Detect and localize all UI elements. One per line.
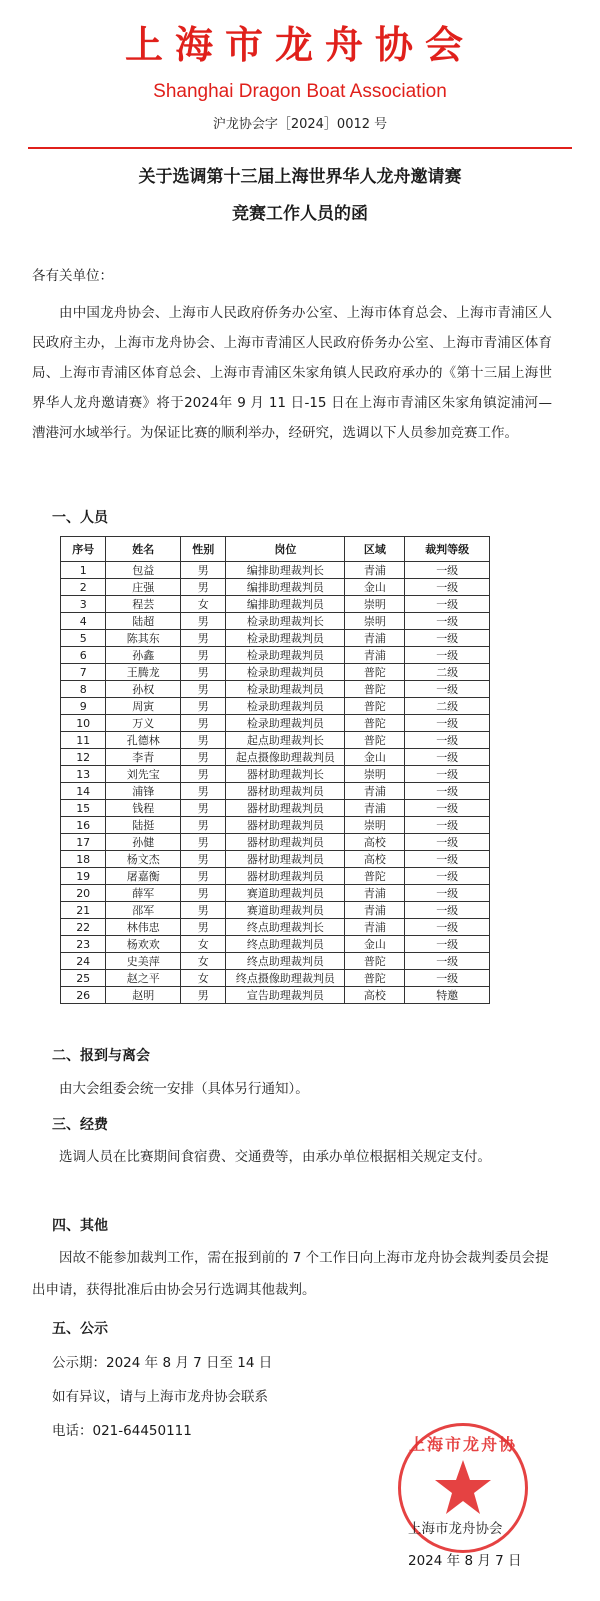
registration-text: 由大会组委会统一安排（具体另行通知）。 — [59, 1081, 309, 1097]
table-cell: 11 — [61, 732, 106, 749]
table-cell: 赛道助理裁判员 — [226, 902, 345, 919]
section-expenses-heading: 三、经费 — [52, 1117, 108, 1133]
table-cell: 男 — [181, 732, 226, 749]
table-cell: 金山 — [345, 579, 405, 596]
table-cell: 男 — [181, 783, 226, 800]
document-title-line1: 关于选调第十三届上海世界华人龙舟邀请赛 — [138, 167, 462, 187]
intro-paragraph: 由中国龙舟协会、上海市人民政府侨务办公室、上海市体育总会、上海市青浦区人民政府主办，上海市龙舟协会、上海市青浦区人民政府侨务办公室、上海市青浦区体育局、上海市青浦区体育总会、上海市青浦区朱家角镇人民政府承办的《第十三届上海世界华人龙舟邀请赛》将于2024年 9 月 11 日-15 日在上海市青浦区朱家角镇淀浦河—漕港河水域举行。为保证比赛的顺利举办，经研究，选调以下人员参加竞赛工作。 — [32, 305, 552, 441]
table-cell: 男 — [181, 647, 226, 664]
table-cell: 崇明 — [345, 613, 405, 630]
table-cell: 崇明 — [345, 817, 405, 834]
table-cell: 17 — [61, 834, 106, 851]
table-cell: 一级 — [405, 562, 490, 579]
table-cell: 青浦 — [345, 800, 405, 817]
table-row — [61, 715, 490, 732]
table-cell: 19 — [61, 868, 106, 885]
table-cell: 26 — [61, 987, 106, 1004]
table-cell: 一级 — [405, 800, 490, 817]
table-row — [61, 579, 490, 596]
table-cell: 一级 — [405, 953, 490, 970]
table-cell: 一级 — [405, 715, 490, 732]
table-cell: 陈其东 — [106, 630, 181, 647]
table-row — [61, 749, 490, 766]
section-other-heading: 四、其他 — [52, 1218, 108, 1234]
table-row — [61, 868, 490, 885]
table-row — [61, 902, 490, 919]
table-cell: 一级 — [405, 613, 490, 630]
table-cell: 一级 — [405, 766, 490, 783]
table-row — [61, 953, 490, 970]
table-row — [61, 851, 490, 868]
table-row — [61, 800, 490, 817]
notice-contact: 如有异议，请与上海市龙舟协会联系 — [52, 1389, 268, 1405]
table-cell: 女 — [181, 953, 226, 970]
table-cell: 8 — [61, 681, 106, 698]
table-cell: 检录助理裁判员 — [226, 681, 345, 698]
org-name-chinese: 上海市龙舟协会 — [124, 22, 475, 67]
document-number: 沪龙协会字［2024］0012 号 — [212, 117, 388, 132]
table-cell: 10 — [61, 715, 106, 732]
table-cell: 一级 — [405, 732, 490, 749]
header-divider — [28, 147, 572, 149]
table-cell: 一级 — [405, 868, 490, 885]
table-row — [61, 936, 490, 953]
table-row — [61, 970, 490, 987]
table-cell: 器材助理裁判员 — [226, 800, 345, 817]
table-cell: 青浦 — [345, 562, 405, 579]
table-cell: 孙权 — [106, 681, 181, 698]
table-row — [61, 987, 490, 1004]
table-cell: 一级 — [405, 970, 490, 987]
table-cell: 屠嘉衡 — [106, 868, 181, 885]
table-cell: 一级 — [405, 681, 490, 698]
table-cell: 终点助理裁判员 — [226, 936, 345, 953]
table-cell: 22 — [61, 919, 106, 936]
table-cell: 3 — [61, 596, 106, 613]
table-cell: 男 — [181, 902, 226, 919]
table-cell: 男 — [181, 817, 226, 834]
table-cell: 男 — [181, 613, 226, 630]
table-header-row — [61, 537, 490, 562]
table-row — [61, 732, 490, 749]
table-cell: 金山 — [345, 749, 405, 766]
table-cell: 男 — [181, 868, 226, 885]
table-row — [61, 834, 490, 851]
expenses-text: 选调人员在比赛期间食宿费、交通费等，由承办单位根据相关规定支付。 — [59, 1149, 491, 1165]
table-cell: 男 — [181, 579, 226, 596]
table-cell: 起点摄像助理裁判员 — [226, 749, 345, 766]
table-cell: 男 — [181, 630, 226, 647]
document-title-line2: 竞赛工作人员的函 — [232, 204, 368, 224]
table-row — [61, 885, 490, 902]
table-row — [61, 919, 490, 936]
table-cell: 一级 — [405, 783, 490, 800]
table-cell: 孙鑫 — [106, 647, 181, 664]
table-cell: 普陀 — [345, 970, 405, 987]
salutation: 各有关单位： — [32, 268, 113, 284]
table-cell: 男 — [181, 919, 226, 936]
table-cell: 一级 — [405, 596, 490, 613]
table-row — [61, 613, 490, 630]
table-cell: 二级 — [405, 698, 490, 715]
table-cell: 13 — [61, 766, 106, 783]
table-cell: 女 — [181, 936, 226, 953]
table-cell: 24 — [61, 953, 106, 970]
column-header: 性别 — [181, 537, 226, 562]
section-notice-heading: 五、公示 — [52, 1321, 108, 1337]
table-cell: 二级 — [405, 664, 490, 681]
notice-period: 公示期：2024 年 8 月 7 日至 14 日 — [52, 1355, 273, 1371]
table-row — [61, 681, 490, 698]
table-row — [61, 766, 490, 783]
table-cell: 12 — [61, 749, 106, 766]
table-cell: 器材助理裁判员 — [226, 817, 345, 834]
table-cell: 一级 — [405, 919, 490, 936]
table-cell: 一级 — [405, 885, 490, 902]
table-cell: 万义 — [106, 715, 181, 732]
signature-date: 2024 年 8 月 7 日 — [408, 1553, 522, 1569]
personnel-table — [60, 536, 490, 1004]
table-cell: 编排助理裁判员 — [226, 596, 345, 613]
table-cell: 15 — [61, 800, 106, 817]
table-cell: 普陀 — [345, 664, 405, 681]
table-cell: 宣告助理裁判员 — [226, 987, 345, 1004]
table-cell: 青浦 — [345, 647, 405, 664]
table-cell: 18 — [61, 851, 106, 868]
table-cell: 1 — [61, 562, 106, 579]
table-row — [61, 630, 490, 647]
table-cell: 男 — [181, 987, 226, 1004]
star-icon — [433, 1458, 493, 1518]
table-cell: 男 — [181, 749, 226, 766]
table-row — [61, 562, 490, 579]
table-cell: 包益 — [106, 562, 181, 579]
table-cell: 陆挺 — [106, 817, 181, 834]
table-cell: 普陀 — [345, 681, 405, 698]
table-cell: 6 — [61, 647, 106, 664]
table-cell: 男 — [181, 834, 226, 851]
table-cell: 检录助理裁判长 — [226, 613, 345, 630]
table-cell: 9 — [61, 698, 106, 715]
table-cell: 一级 — [405, 579, 490, 596]
table-cell: 男 — [181, 715, 226, 732]
table-cell: 女 — [181, 596, 226, 613]
table-cell: 编排助理裁判员 — [226, 579, 345, 596]
section-registration-heading: 二、报到与离会 — [52, 1048, 150, 1064]
table-cell: 一级 — [405, 630, 490, 647]
table-cell: 普陀 — [345, 732, 405, 749]
table-cell: 陆超 — [106, 613, 181, 630]
table-cell: 王腾龙 — [106, 664, 181, 681]
table-cell: 周寅 — [106, 698, 181, 715]
table-cell: 器材助理裁判长 — [226, 766, 345, 783]
table-cell: 青浦 — [345, 630, 405, 647]
table-cell: 4 — [61, 613, 106, 630]
table-row — [61, 664, 490, 681]
table-cell: 检录助理裁判员 — [226, 698, 345, 715]
table-cell: 男 — [181, 766, 226, 783]
other-text: 因故不能参加裁判工作，需在报到前的 7 个工作日向上海市龙舟协会裁判委员会提出申请，获得批准后由协会另行选调其他裁判。 — [32, 1250, 549, 1298]
table-cell: 刘先宝 — [106, 766, 181, 783]
table-cell: 一级 — [405, 936, 490, 953]
table-body — [61, 562, 490, 1004]
table-cell: 检录助理裁判员 — [226, 630, 345, 647]
column-header: 序号 — [61, 537, 106, 562]
table-cell: 青浦 — [345, 783, 405, 800]
table-row — [61, 698, 490, 715]
table-cell: 终点助理裁判长 — [226, 919, 345, 936]
table-cell: 青浦 — [345, 902, 405, 919]
signature-org: 上海市龙舟协会 — [408, 1521, 503, 1537]
table-cell: 青浦 — [345, 885, 405, 902]
table-cell: 检录助理裁判员 — [226, 647, 345, 664]
table-cell: 2 — [61, 579, 106, 596]
table-cell: 一级 — [405, 851, 490, 868]
table-cell: 赵明 — [106, 987, 181, 1004]
table-cell: 5 — [61, 630, 106, 647]
table-cell: 林伟忠 — [106, 919, 181, 936]
column-header: 区域 — [345, 537, 405, 562]
table-cell: 孙健 — [106, 834, 181, 851]
table-cell: 孔德林 — [106, 732, 181, 749]
table-cell: 钱程 — [106, 800, 181, 817]
table-cell: 一级 — [405, 902, 490, 919]
column-header: 岗位 — [226, 537, 345, 562]
table-cell: 金山 — [345, 936, 405, 953]
column-header: 裁判等级 — [405, 537, 490, 562]
table-cell: 男 — [181, 681, 226, 698]
table-cell: 一级 — [405, 834, 490, 851]
column-header: 姓名 — [106, 537, 181, 562]
table-cell: 男 — [181, 698, 226, 715]
table-row — [61, 647, 490, 664]
table-cell: 青浦 — [345, 919, 405, 936]
table-cell: 器材助理裁判员 — [226, 834, 345, 851]
org-name-english: Shanghai Dragon Boat Association — [153, 81, 447, 102]
table-cell: 史美萍 — [106, 953, 181, 970]
table-cell: 程芸 — [106, 596, 181, 613]
table-cell: 14 — [61, 783, 106, 800]
table-cell: 23 — [61, 936, 106, 953]
seal-text: 上海市龙舟协 — [408, 1435, 517, 1454]
table-row — [61, 596, 490, 613]
table-cell: 浦锋 — [106, 783, 181, 800]
table-cell: 邵军 — [106, 902, 181, 919]
table-cell: 起点助理裁判长 — [226, 732, 345, 749]
table-cell: 20 — [61, 885, 106, 902]
table-cell: 男 — [181, 664, 226, 681]
table-cell: 16 — [61, 817, 106, 834]
table-cell: 一级 — [405, 817, 490, 834]
table-cell: 一级 — [405, 749, 490, 766]
notice-phone: 电话：021-64450111 — [52, 1423, 192, 1439]
table-cell: 检录助理裁判员 — [226, 664, 345, 681]
table-cell: 崇明 — [345, 596, 405, 613]
table-cell: 男 — [181, 851, 226, 868]
table-cell: 男 — [181, 562, 226, 579]
section-personnel-heading: 一、人员 — [52, 510, 108, 526]
table-cell: 男 — [181, 800, 226, 817]
table-cell: 庄强 — [106, 579, 181, 596]
table-cell: 25 — [61, 970, 106, 987]
table-cell: 终点摄像助理裁判员 — [226, 970, 345, 987]
table-cell: 女 — [181, 970, 226, 987]
table-cell: 杨欢欢 — [106, 936, 181, 953]
table-cell: 普陀 — [345, 953, 405, 970]
table-cell: 赛道助理裁判员 — [226, 885, 345, 902]
table-cell: 男 — [181, 885, 226, 902]
table-cell: 21 — [61, 902, 106, 919]
table-cell: 器材助理裁判员 — [226, 783, 345, 800]
table-row — [61, 817, 490, 834]
table-cell: 普陀 — [345, 715, 405, 732]
table-cell: 高校 — [345, 834, 405, 851]
table-cell: 7 — [61, 664, 106, 681]
table-cell: 高校 — [345, 987, 405, 1004]
table-cell: 高校 — [345, 851, 405, 868]
table-cell: 薛军 — [106, 885, 181, 902]
table-row — [61, 783, 490, 800]
table-cell: 普陀 — [345, 698, 405, 715]
table-cell: 特邀 — [405, 987, 490, 1004]
table-cell: 赵之平 — [106, 970, 181, 987]
table-cell: 器材助理裁判员 — [226, 851, 345, 868]
table-cell: 器材助理裁判员 — [226, 868, 345, 885]
table-cell: 终点助理裁判员 — [226, 953, 345, 970]
table-cell: 杨文杰 — [106, 851, 181, 868]
table-cell: 一级 — [405, 647, 490, 664]
table-cell: 李青 — [106, 749, 181, 766]
table-cell: 崇明 — [345, 766, 405, 783]
table-cell: 检录助理裁判员 — [226, 715, 345, 732]
table-cell: 编排助理裁判长 — [226, 562, 345, 579]
table-cell: 普陀 — [345, 868, 405, 885]
